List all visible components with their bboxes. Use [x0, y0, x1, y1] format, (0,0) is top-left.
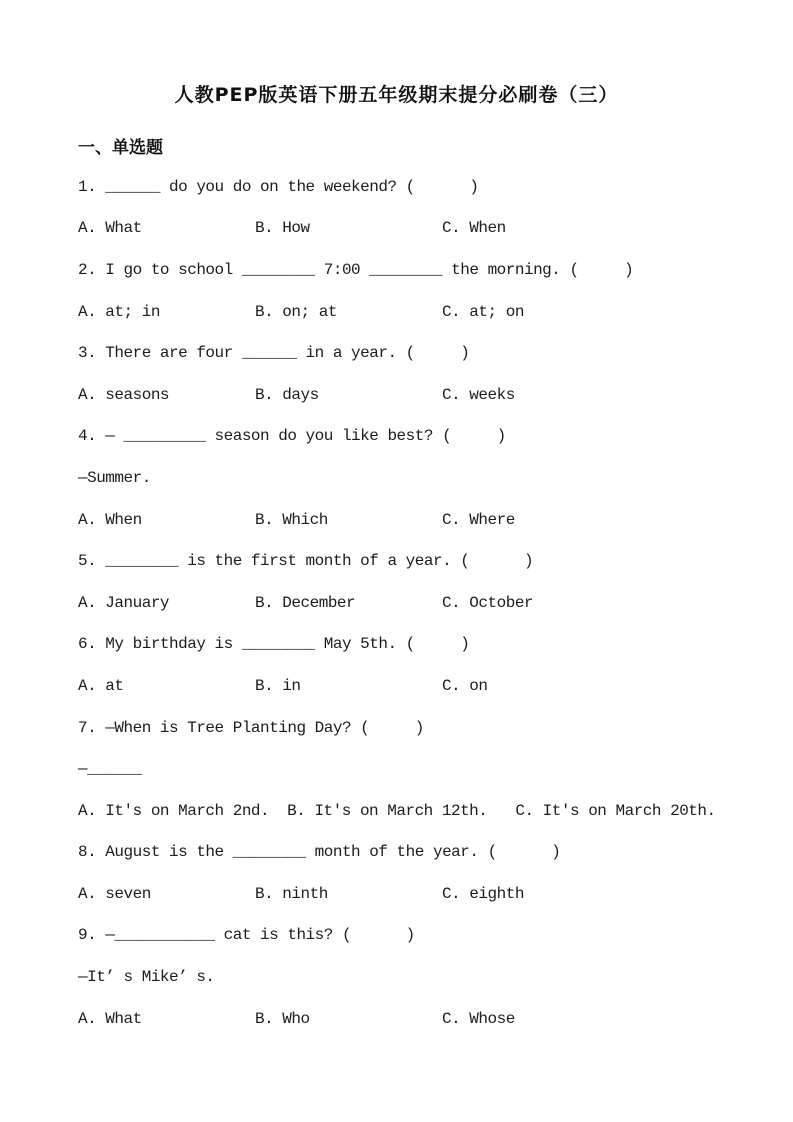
- question-stem-3: 3. There are four ______ in a year. ( ): [78, 344, 470, 363]
- question-reply-4: —Summer.: [78, 468, 151, 487]
- option-b: B. ninth: [255, 884, 328, 903]
- option-a: A. What: [78, 219, 142, 238]
- question-stem-7: 7. —When is Tree Planting Day? ( ): [78, 718, 424, 737]
- option-b: B. Who: [255, 1009, 310, 1028]
- question-stem-2: 2. I go to school ________ 7:00 ________ the morning. ( ): [78, 260, 634, 279]
- option-b: B. December: [255, 593, 356, 612]
- question-reply-9: —It’ s Mike’ s.: [78, 968, 215, 987]
- option-row-1: [78, 208, 753, 250]
- option-b: B. Which: [255, 510, 328, 529]
- option-c: C. Whose: [442, 1009, 515, 1028]
- option-b: B. on; at: [255, 302, 337, 321]
- option-row-5: [78, 582, 753, 624]
- option-a: A. January: [78, 593, 170, 612]
- question-list: [78, 166, 753, 1039]
- option-a: A. at: [78, 676, 124, 695]
- option-a: A. seven: [78, 884, 151, 903]
- option-c: C. Where: [442, 510, 515, 529]
- option-a: A. It's on March 2nd.: [78, 801, 270, 820]
- option-b: B. days: [255, 385, 319, 404]
- option-row-6: [78, 665, 753, 707]
- option-c: C. When: [442, 219, 506, 238]
- option-c: C. at; on: [442, 302, 524, 321]
- question-stem-4: 4. — _________ season do you like best? ( ): [78, 427, 506, 446]
- option-c: C. October: [442, 593, 534, 612]
- option-c: C. It's on March 20th.: [515, 801, 716, 820]
- option-row-8: [78, 873, 753, 915]
- question-stem-1: 1. ______ do you do on the weekend? ( ): [78, 177, 479, 196]
- option-row-4: [78, 499, 753, 541]
- option-row-3: [78, 374, 753, 416]
- option-row-2: [78, 291, 753, 333]
- option-row-7: [78, 790, 753, 832]
- option-c: C. on: [442, 676, 488, 695]
- page-title: 人教PEP版英语下册五年级期末提分必刷卷（三）: [174, 84, 619, 106]
- option-row-9: [78, 998, 753, 1040]
- option-a: A. at; in: [78, 302, 160, 321]
- option-b: B. How: [255, 219, 310, 238]
- question-stem-6: 6. My birthday is ________ May 5th. ( ): [78, 635, 470, 654]
- question-stem-5: 5. ________ is the first month of a year. ( ): [78, 552, 534, 571]
- option-b: B. in: [255, 676, 301, 695]
- option-a: A. seasons: [78, 385, 170, 404]
- question-stem-9: 9. —___________ cat is this? ( ): [78, 926, 415, 945]
- question-stem-8: 8. August is the ________ month of the year. ( ): [78, 843, 561, 862]
- option-c: C. weeks: [442, 385, 515, 404]
- section-heading: 一、单选题: [78, 138, 163, 158]
- question-reply-7: —______: [78, 760, 142, 779]
- option-c: C. eighth: [442, 884, 524, 903]
- option-b: B. It's on March 12th.: [287, 801, 488, 820]
- option-a: A. What: [78, 1009, 142, 1028]
- option-a: A. When: [78, 510, 142, 529]
